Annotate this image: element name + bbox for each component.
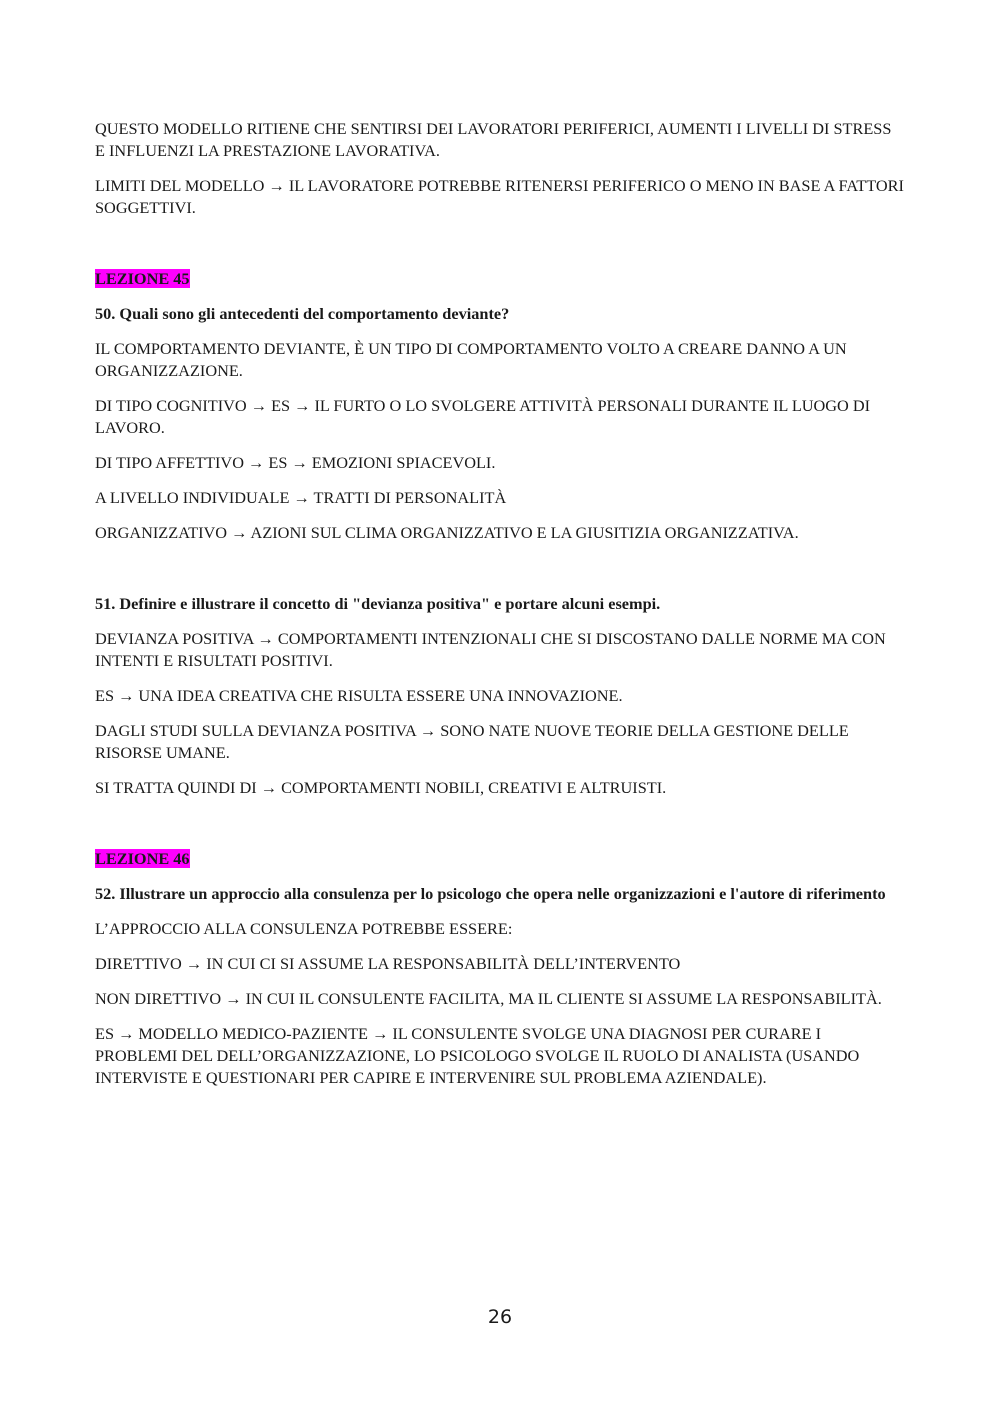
question-51: 51. Definire e illustrare il concetto di "devianza positiva" e portare alcuni esempi. xyxy=(95,594,661,613)
section-gap xyxy=(95,812,905,848)
answer-paragraph: DIRETTIVO → IN CUI CI SI ASSUME LA RESPONSABILITÀ DELL’INTERVENTO xyxy=(95,954,681,973)
answer-paragraph: SI TRATTA QUINDI DI → COMPORTAMENTI NOBILI, CREATIVI E ALTRUISTI. xyxy=(95,778,667,797)
answer-paragraph: ES → UNA IDEA CREATIVA CHE RISULTA ESSERE UNA INNOVAZIONE. xyxy=(95,686,623,705)
lesson-heading-45 xyxy=(95,268,905,290)
answer-paragraph: ES → MODELLO MEDICO-PAZIENTE → IL CONSULENTE SVOLGE UNA DIAGNOSI PER CURARE I PROBLEMI DEL DELL’ORGANIZZAZIONE, LO PSICOLOGO SVOLGE IL RUOLO DI ANALISTA (USANDO INTERVISTE E QUESTIONARI PER CAPIRE E INTERVENIRE SUL PROBLEMA AZIENDALE). xyxy=(95,1024,860,1087)
intro-paragraph: LIMITI DEL MODELLO → IL LAVORATORE POTREBBE RITENERSI PERIFERICO O MENO IN BASE A FATTORI SOGGETTIVI. xyxy=(95,176,904,217)
answer-paragraph: L’APPROCCIO ALLA CONSULENZA POTREBBE ESSERE: xyxy=(95,919,513,938)
page-number: 26 xyxy=(487,1306,513,1328)
document-page xyxy=(95,118,905,1102)
answer-paragraph: DAGLI STUDI SULLA DEVIANZA POSITIVA → SONO NATE NUOVE TEORIE DELLA GESTIONE DELLE RISORSE UMANE. xyxy=(95,721,849,762)
answer-paragraph: ORGANIZZATIVO → AZIONI SUL CLIMA ORGANIZZATIVO E LA GIUSITIZIA ORGANIZZATIVA. xyxy=(95,523,799,542)
question-50: 50. Quali sono gli antecedenti del comportamento deviante? xyxy=(95,304,510,323)
answer-paragraph: IL COMPORTAMENTO DEVIANTE, È UN TIPO DI COMPORTAMENTO VOLTO A CREARE DANNO A UN ORGANIZZAZIONE. xyxy=(95,339,847,380)
lesson-label-highlight: LEZIONE 45 xyxy=(95,269,190,288)
section-gap xyxy=(95,557,905,593)
answer-paragraph: A LIVELLO INDIVIDUALE → TRATTI DI PERSONALITÀ xyxy=(95,488,507,507)
intro-paragraph: QUESTO MODELLO RITIENE CHE SENTIRSI DEI LAVORATORI PERIFERICI, AUMENTI I LIVELLI DI STRESS E INFLUENZI LA PRESTAZIONE LAVORATIVA. xyxy=(95,119,892,160)
answer-paragraph: DEVIANZA POSITIVA → COMPORTAMENTI INTENZIONALI CHE SI DISCOSTANO DALLE NORME MA CON INTENTI E RISULTATI POSITIVI. xyxy=(95,629,886,670)
lesson-label-highlight: LEZIONE 46 xyxy=(95,849,190,868)
section-gap xyxy=(95,232,905,268)
lesson-heading-46 xyxy=(95,848,905,870)
answer-paragraph: DI TIPO COGNITIVO → ES → IL FURTO O LO SVOLGERE ATTIVITÀ PERSONALI DURANTE IL LUOGO DI LAVORO. xyxy=(95,396,871,437)
question-52: 52. Illustrare un approccio alla consulenza per lo psicologo che opera nelle organizzazioni e l'autore di riferimento xyxy=(95,884,886,903)
answer-paragraph: DI TIPO AFFETTIVO → ES → EMOZIONI SPIACEVOLI. xyxy=(95,453,496,472)
answer-paragraph: NON DIRETTIVO → IN CUI IL CONSULENTE FACILITA, MA IL CLIENTE SI ASSUME LA RESPONSABILITÀ. xyxy=(95,989,882,1008)
